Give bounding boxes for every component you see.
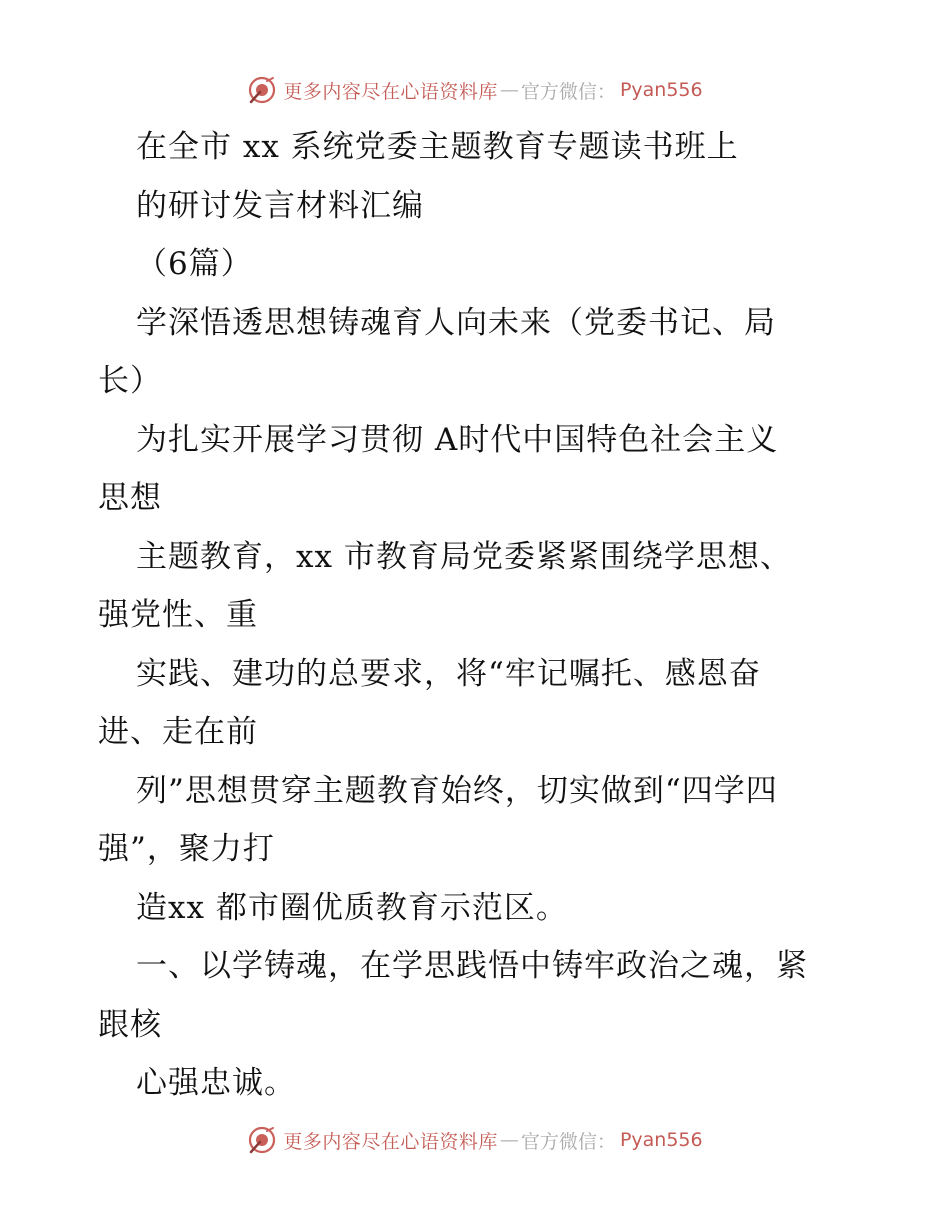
text-line: 一、以学铸魂，在学思践悟中铸牢政治之魂，紧 (136, 948, 808, 984)
pen-logo-icon (247, 1125, 277, 1155)
document-body (98, 118, 858, 1113)
text-line: 主题教育，xx 市教育局党委紧紧围绕学思想、 (136, 538, 792, 575)
text-line: 为扎实开展学习贯彻 A时代中国特色社会主义 (136, 421, 779, 458)
pen-logo-icon (247, 75, 277, 105)
watermark-separator: — (499, 79, 519, 101)
watermark-sub-text: 官方微信： (520, 1130, 616, 1153)
text-line: 的研讨发言材料汇编 (136, 187, 424, 224)
text-line: 进、走在前 (98, 714, 258, 750)
watermark-id: Pyan556 (619, 1129, 703, 1151)
text-line: 跟核 (98, 1006, 162, 1043)
text-line: 实践、建功的总要求，将“牢记嘱托、感恩奋 (136, 655, 761, 692)
text-line: 长） (98, 363, 162, 399)
text-line: 心强忠诚。 (136, 1065, 296, 1101)
text-line: 学深悟透思想铸魂育人向未来（党委书记、局 (136, 304, 776, 341)
watermark-main-text: 更多内容尽在心语资料库 (283, 80, 498, 103)
text-line: （6篇） (136, 246, 253, 282)
watermark-main-text: 更多内容尽在心语资料库 (283, 1130, 498, 1153)
header-watermark (0, 70, 950, 110)
watermark-sub-text: 官方微信： (520, 80, 616, 103)
text-line: 强”，聚力打 (98, 831, 275, 867)
footer-watermark (0, 1120, 950, 1160)
text-line: 思想 (98, 480, 162, 516)
text-line: 在全市 xx 系统党委主题教育专题读书班上 (136, 129, 739, 165)
text-line: 强党性、重 (98, 597, 258, 633)
watermark-separator: — (499, 1129, 519, 1151)
text-line: 列”思想贯穿主题教育始终，切实做到“四学四 (136, 772, 778, 809)
text-line: 造xx 都市圈优质教育示范区。 (136, 889, 568, 926)
watermark-id: Pyan556 (619, 79, 703, 101)
